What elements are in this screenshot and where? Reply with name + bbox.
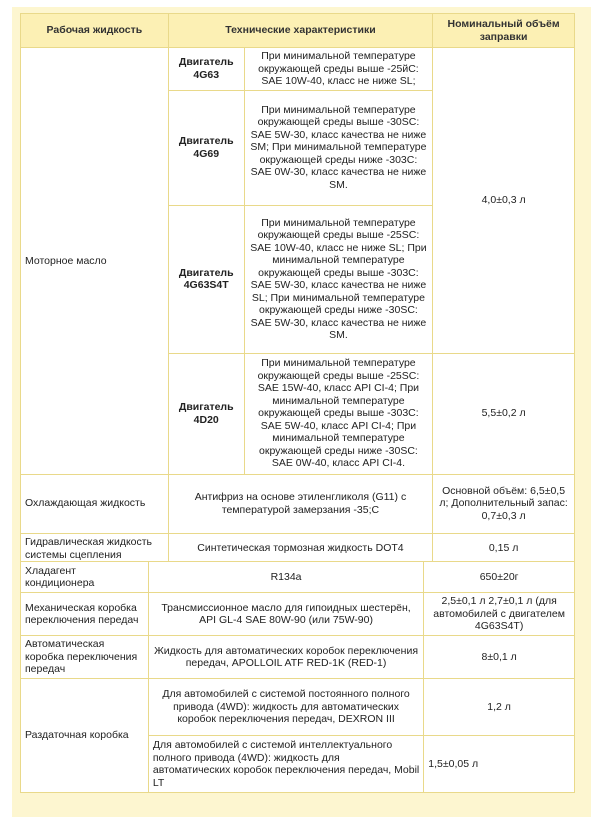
header-row: [21, 14, 575, 48]
fluids-table-bottom: [20, 561, 575, 793]
automatic-gearbox-volume: 8±0,1 л: [424, 636, 575, 679]
transfer-case-spec-i4wd: Для автомобилей с системой интеллектуального полного привода (4WD): жидкость для автоматических коробок переключения передач, Mobil LT: [148, 736, 423, 793]
header-fluid: Рабочая жидкость: [21, 14, 169, 48]
coolant-label: Охлаждающая жидкость: [21, 474, 169, 533]
table-row: [21, 593, 575, 636]
engine-spec: При минимальной температуре окружающей среды выше -30SC: SAE 5W-30, класс качества не ниже SM; При минимальной температуре окружающей среды ниже -303С: SAE 0W-30, класс качества не ниже SM.: [244, 90, 433, 205]
transfer-case-spec-4wd: Для автомобилей с системой постоянного полного привода (4WD): жидкость для автоматических коробок переключения передач, DEXRON III: [148, 679, 423, 736]
clutch-volume: 0,15 л: [433, 533, 575, 564]
automatic-gearbox-label: Автоматическая коробка переключения передач: [21, 636, 149, 679]
engine-name: Двигатель 4G63S4T: [168, 205, 244, 353]
motor-oil-volume-4d20: 5,5±0,2 л: [433, 353, 575, 474]
engine-name: Двигатель 4G69: [168, 90, 244, 205]
engine-spec: При минимальной температуре окружающей среды выше -25SC: SAE 10W-40, класс не ниже SL; При минимальной температуре окружающей среды выше -303С: SAE 5W-30, класс качества не ниже SL; При минимальной температуре окружающей среды ниже -30SC: SAE 5W-30, класс качества не ниже SM.: [244, 205, 433, 353]
transfer-case-volume-i4wd: 1,5±0,05 л: [424, 736, 575, 793]
table-row: [21, 474, 575, 533]
table-row: [21, 562, 575, 593]
coolant-spec: Антифриз на основе этиленгликоля (G11) с температурой замерзания -35;С: [168, 474, 432, 533]
automatic-gearbox-spec: Жидкость для автоматических коробок переключения передач, APOLLOIL ATF RED-1K (RED-1): [148, 636, 423, 679]
transfer-case-volume-4wd: 1,2 л: [424, 679, 575, 736]
refrigerant-volume: 650±20г: [424, 562, 575, 593]
table-row: [21, 533, 575, 564]
engine-name: Двигатель 4G63: [168, 48, 244, 91]
transfer-case-label: Раздаточная коробка: [21, 679, 149, 793]
engine-spec: При минимальной температуре окружающей среды выше -25йС: SAE 10W-40, класс не ниже SL;: [244, 48, 433, 91]
motor-oil-volume: 4,0±0,3 л: [433, 48, 575, 354]
coolant-volume: Основной объём: 6,5±0,5 л; Дополнительный запас: 0,7±0,3 л: [433, 474, 575, 533]
engine-name: Двигатель 4D20: [168, 353, 244, 474]
table-row: [21, 636, 575, 679]
manual-gearbox-spec: Трансмиссионное масло для гипоидных шестерён, API GL-4 SAE 80W-90 (или 75W-90): [148, 593, 423, 636]
header-specs: Технические характеристики: [168, 14, 432, 48]
manual-gearbox-volume: 2,5±0,1 л 2,7±0,1 л (для автомобилей с двигателем 4G63S4T): [424, 593, 575, 636]
refrigerant-spec: R134a: [148, 562, 423, 593]
clutch-label: Гидравлическая жидкость системы сцепления: [21, 533, 169, 564]
clutch-spec: Синтетическая тормозная жидкость DOT4: [168, 533, 432, 564]
fluids-table-top: [20, 13, 575, 565]
manual-gearbox-label: Механическая коробка переключения передач: [21, 593, 149, 636]
header-volume: Номинальный объём заправки: [433, 14, 575, 48]
table-row: [21, 679, 575, 736]
table-row: [21, 48, 575, 91]
engine-spec: При минимальной температуре окружающей среды выше -25SC: SAE 15W-40, класс API CI-4; При минимальной температуре окружающей среды выше -303С: SAE 5W-40, класс API CI-4; При минимальной температуре окружающей среды ниже -30SC: SAE 0W-40, класс API CI-4.: [244, 353, 433, 474]
refrigerant-label: Хладагент кондиционера: [21, 562, 149, 593]
motor-oil-label: Моторное масло: [21, 48, 169, 475]
